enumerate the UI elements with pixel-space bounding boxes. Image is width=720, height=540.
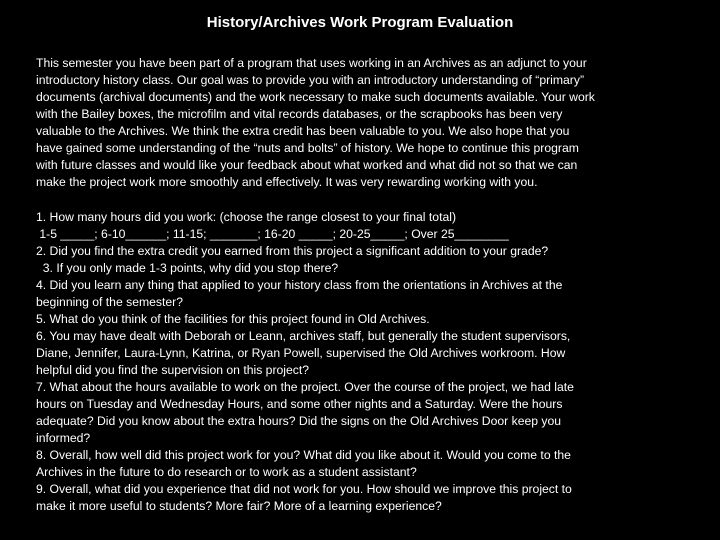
question-line: Archives in the future to do research or to work as a student assistant? bbox=[36, 465, 417, 479]
intro-line: with future classes and would like your feedback about what worked and what did not so that we can bbox=[36, 158, 578, 172]
question-list bbox=[36, 209, 696, 515]
intro-line: have gained some understanding of the “nuts and bolts” of history. We hope to continue this program bbox=[36, 141, 579, 155]
question-line: 8. Overall, how well did this project work for you? What did you like about it. Would you come to the bbox=[36, 448, 571, 462]
question-line: make it more useful to students? More fair? More of a learning experience? bbox=[36, 499, 442, 513]
question-line: 1. How many hours did you work: (choose the range closest to your final total) bbox=[36, 210, 456, 224]
question-line: 4. Did you learn any thing that applied to your history class from the orientations in Archives at the bbox=[36, 278, 563, 292]
question-line: 3. If you only made 1-3 points, why did you stop there? bbox=[36, 261, 339, 275]
question-line: helpful did you find the supervision on this project? bbox=[36, 363, 310, 377]
intro-line: make the project work more smoothly and effectively. It was very rewarding working with you. bbox=[36, 175, 538, 189]
question-line: 9. Overall, what did you experience that did not work for you. How should we improve this project to bbox=[36, 482, 572, 496]
intro-line: with the Bailey boxes, the microfilm and vital records databases, or the scrapbooks has been very bbox=[36, 107, 563, 121]
question-line: adequate? Did you know about the extra hours? Did the signs on the Old Archives Door keep you bbox=[36, 414, 562, 428]
question-line: 2. Did you find the extra credit you earned from this project a significant addition to your grade? bbox=[36, 244, 549, 258]
intro-line: introductory history class. Our goal was to provide you with an introductory understanding of “primary” bbox=[36, 73, 585, 87]
question-line: beginning of the semester? bbox=[36, 295, 184, 309]
question-line: 5. What do you think of the facilities for this project found in Old Archives. bbox=[36, 312, 430, 326]
intro-line: This semester you have been part of a program that uses working in an Archives as an adjunct to your bbox=[36, 56, 587, 70]
question-line: 6. You may have dealt with Deborah or Leann, archives staff, but generally the student supervisors, bbox=[36, 329, 571, 343]
question-line: 7. What about the hours available to work on the project. Over the course of the project, we had late bbox=[36, 380, 574, 394]
document-title: History/Archives Work Program Evaluation bbox=[206, 14, 514, 31]
intro-line: valuable to the Archives. We think the extra credit has been valuable to you. We also hope that you bbox=[36, 124, 570, 138]
question-line: 1-5 _____; 6-10______; 11-15; _______; 16-20 _____; 20-25_____; Over 25________ bbox=[36, 227, 509, 241]
question-line: Diane, Jennifer, Laura-Lynn, Katrina, or Ryan Powell, supervised the Old Archives workroom. How bbox=[36, 346, 566, 360]
intro-line: documents (archival documents) and the work necessary to make such documents available. Your work bbox=[36, 90, 595, 104]
intro-paragraph bbox=[36, 55, 696, 191]
question-line: hours on Tuesday and Wednesday Hours, and some other nights and a Saturday. Were the hours bbox=[36, 397, 563, 411]
question-line: informed? bbox=[36, 431, 91, 445]
